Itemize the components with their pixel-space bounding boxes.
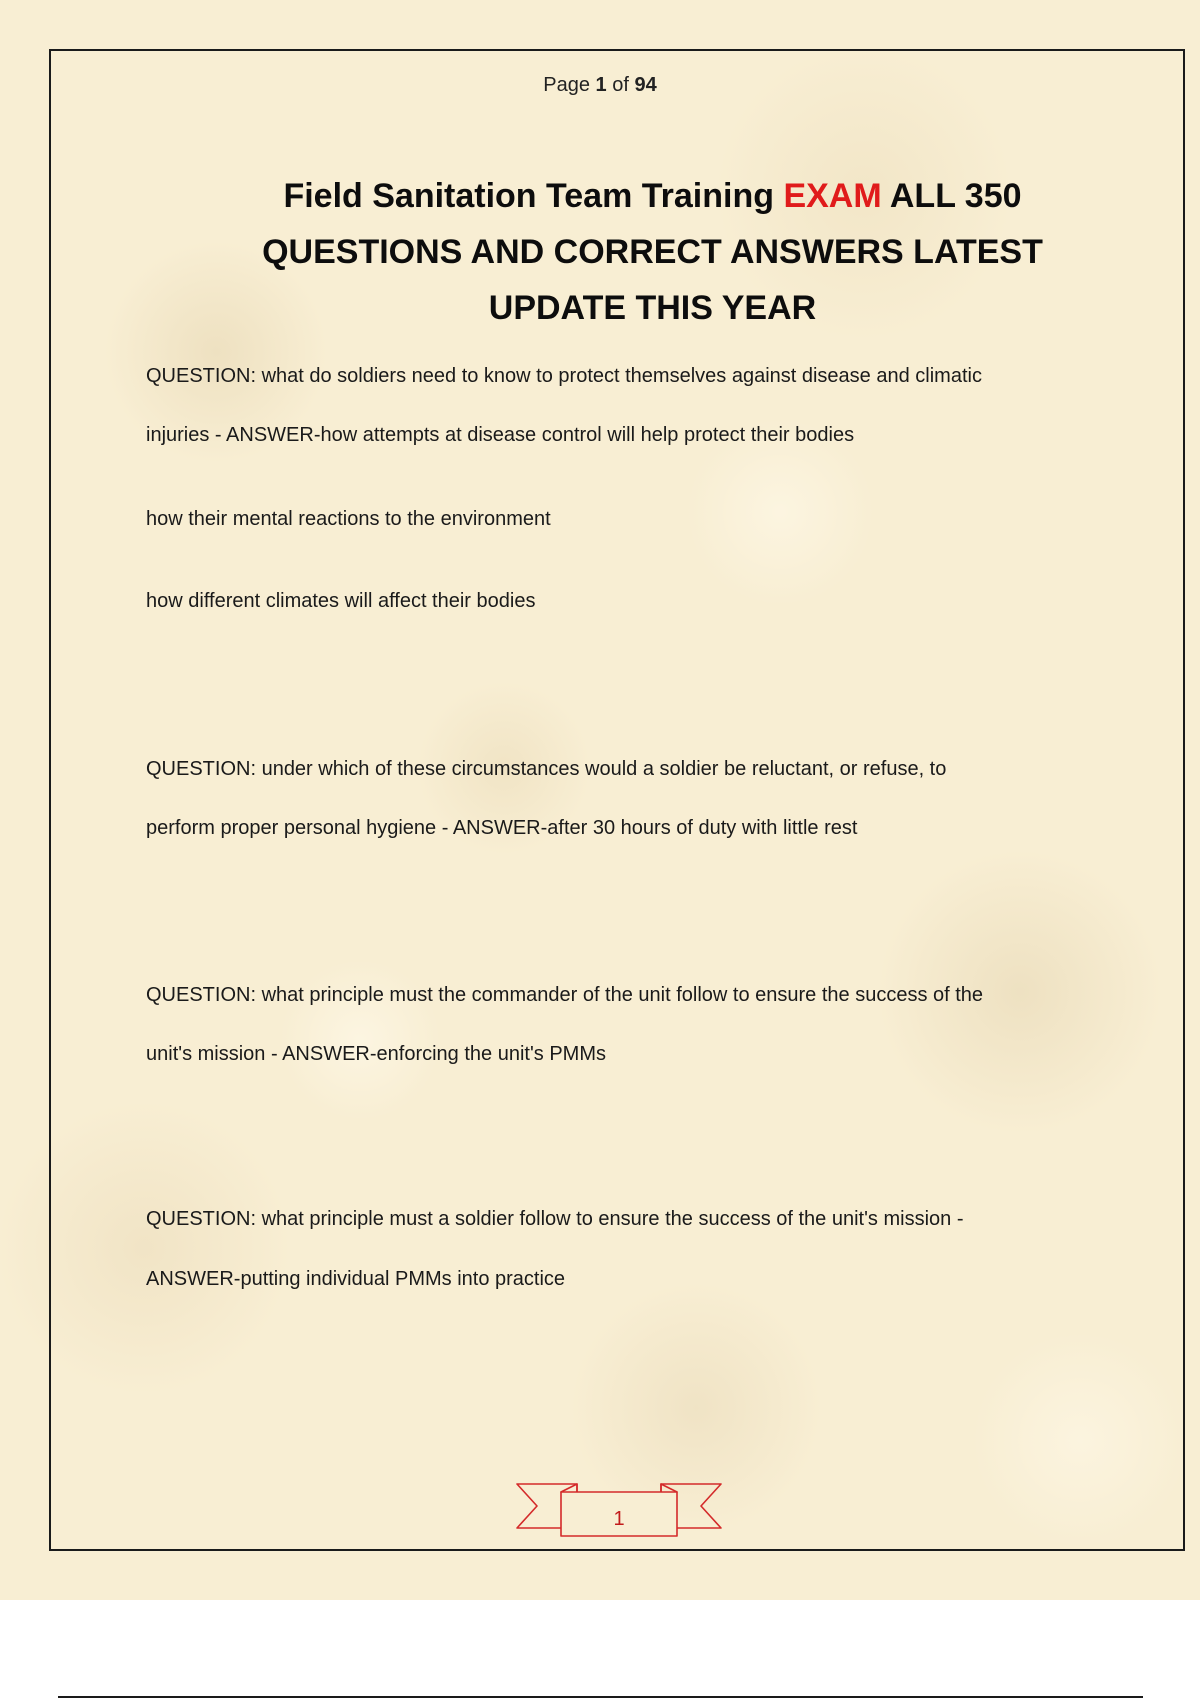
- qa-3-question-line-1: QUESTION: what principle must the commander of the unit follow to ensure the success of the: [146, 984, 984, 1006]
- current-page: 1: [595, 74, 607, 96]
- page-of-label: of: [612, 74, 629, 96]
- qa-content: [146, 0, 1096, 1400]
- qa-4-answer-line-1: ANSWER-putting individual PMMs into practice: [146, 1268, 566, 1290]
- qa-1-question-line-1: QUESTION: what do soldiers need to know to protect themselves against disease and climatic: [146, 365, 982, 387]
- footer-divider: [58, 1696, 1143, 1698]
- title-part-2: ALL 350: [889, 177, 1022, 215]
- title-accent: EXAM: [783, 177, 882, 215]
- page-number-ribbon: [515, 1480, 723, 1540]
- page-number: 1: [613, 1508, 625, 1530]
- title-line-2: QUESTIONS AND CORRECT ANSWERS LATEST: [262, 233, 1043, 271]
- qa-2-answer-line-1: perform proper personal hygiene - ANSWER-after 30 hours of duty with little rest: [146, 817, 858, 839]
- qa-4-question-line-1: QUESTION: what principle must a soldier follow to ensure the success of the unit's mission -: [146, 1208, 964, 1230]
- qa-2-question-line-1: QUESTION: under which of these circumstances would a soldier be reluctant, or refuse, to: [146, 758, 947, 780]
- qa-1-answer-line-2: how their mental reactions to the environment: [146, 508, 551, 530]
- qa-3-answer-line-1: unit's mission - ANSWER-enforcing the unit's PMMs: [146, 1043, 606, 1065]
- qa-1-answer-line-3: how different climates will affect their bodies: [146, 590, 536, 612]
- page-label: Page: [543, 74, 590, 96]
- title-line-3: UPDATE THIS YEAR: [488, 289, 817, 327]
- qa-1-answer-line-1: injuries - ANSWER-how attempts at disease control will help protect their bodies: [146, 424, 855, 446]
- title-part-1: Field Sanitation Team Training: [283, 177, 774, 215]
- total-pages: 94: [634, 74, 657, 96]
